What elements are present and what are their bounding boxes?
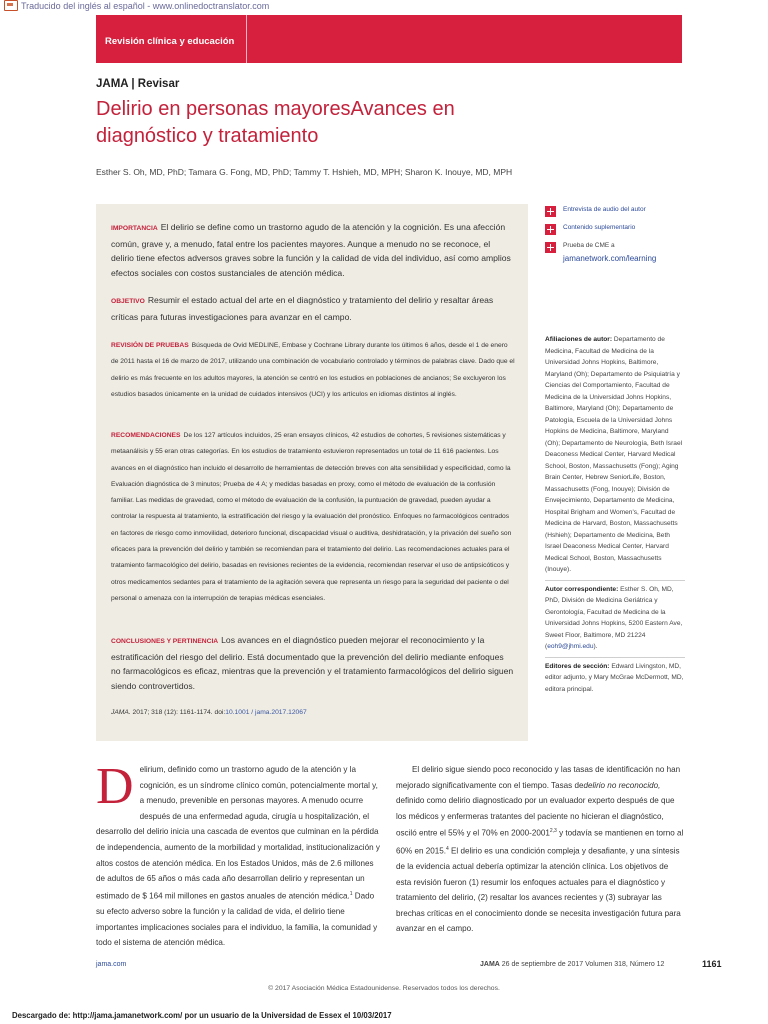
footer-issue-text: 26 de septiembre de 2017 Volumen 318, Número 12: [499, 961, 665, 968]
author-email-link[interactable]: eoh9@jhmi.edu: [547, 643, 594, 650]
affil-divider: [545, 580, 685, 581]
affil-divider: [545, 657, 685, 658]
side-links: [545, 205, 685, 270]
body-italic-term: delirio no reconocido,: [583, 780, 661, 790]
affiliations-block: [545, 334, 685, 576]
citation-text: 2017; 318 (12): 1161-1174. doi:: [130, 709, 226, 716]
conclusions-text: Los avances en el diagnóstico pueden mejorar el reconocimiento y la estratificación del riesgo del delirio. Está documentado que la prevención del delirio mediante enfoques no farmacológicos es eficaz, mientras que la prevención y el tratamiento farmacológicos del delirio siguen siendo controvertidos.: [111, 635, 514, 691]
side-link-cme-quiz[interactable]: [545, 241, 685, 264]
side-link-label[interactable]: Entrevista de audio del autor: [563, 206, 646, 213]
footer-journal: JAMA: [480, 961, 500, 968]
drop-cap: D: [96, 758, 134, 815]
cme-url-link[interactable]: jamanetwork.com/learning: [563, 254, 657, 263]
author-list: Esther S. Oh, MD, PhD; Tamara G. Fong, MD, PhD; Tammy T. Hshieh, MD, MPH; Sharon K. Inouye, MD, MPH: [96, 167, 513, 177]
affiliations-heading: Afiliaciones de autor:: [545, 336, 613, 343]
editors-text: Edward Livingston, MD, editor adjunto, y Mary McGrae McDermott, MD, editora principal.: [545, 662, 684, 693]
corresponding-end: ).: [593, 643, 598, 650]
body-column-1: [96, 758, 380, 951]
body-paragraph-2c: y todavía se mantienen en torno al 60% en 2015.: [396, 829, 684, 856]
abstract-evidence: [111, 338, 515, 403]
affiliations-text: Departamento de Medicina, Facultad de Medicina de la Universidad Johns Hopkins, Baltimore, Maryland (Oh); Departamento de Psiquiatría y Ciencias del Comportamiento, Facultad de Medicina de la Universidad Johns Hopkins, Baltimore, Maryland (Oh); Departamento de Patología, Escuela de la Universidad Johns Hopkins de Medicina, Baltimore, Maryland (Oh); Departamento de Neurología, Beth Israel Deaconess Medical Center, Harvard Medical School, Boston, Massachusetts (Fong); Aging Brain Center, Hebrew SeniorLife, Boston, Massachusetts (Fong, Inouye); División de Envejecimiento, Departamento de Medicina, Hospital Brigham and Women's, Facultad de Medicina de Harvard, Boston, Massachusetts (Hshieh); Departamento de Medicina, Beth Israel Deaconess Medical Center, Harvard Medical School, Boston, Massachusetts (Inouye).: [545, 336, 683, 573]
citation-journal: JAMA.: [111, 709, 131, 716]
banner-divider: [246, 15, 247, 63]
copyright-notice: © 2017 Asociación Médica Estadounidense. Reservados todos los derechos.: [268, 985, 500, 992]
footer-issue: [480, 961, 664, 968]
side-link-label: Prueba de CME a: [563, 242, 615, 249]
download-notice: Descargado de: http://jama.jamanetwork.com/ por un usuario de la Universidad de Essex el 10/03/2017: [12, 1011, 392, 1020]
abstract-importance: [111, 220, 515, 280]
evidence-heading: REVISIÓN DE PRUEBAS: [111, 342, 189, 349]
section-label: Revisión clínica y educación: [105, 36, 235, 47]
side-link-label[interactable]: Contenido suplementario: [563, 224, 636, 231]
editors-heading: Editores de sección:: [545, 662, 610, 670]
abstract-objective: [111, 293, 515, 324]
objective-text: Resumir el estado actual del arte en el diagnóstico y tratamiento del delirio y resaltar áreas críticas para futuras investigaciones para avanzar en el campo.: [111, 295, 494, 322]
plus-icon: [545, 224, 556, 235]
author-affiliations: [545, 334, 685, 695]
body-paragraph-2b: definido como delirio diagnosticado por un evaluador experto después de que los médicos y enfermeras tratantes del paciente no hicieran el diagnóstico, osciló entre el 55% y el 70% en 2000-2001: [396, 796, 675, 839]
citation-ref: 4: [445, 845, 449, 852]
citation-ref: 2,3: [549, 828, 557, 835]
section-banner: [96, 15, 682, 63]
side-link-supplemental[interactable]: [545, 223, 685, 235]
translator-link[interactable]: Traducido del inglés al español - www.onlinedoctranslator.com: [21, 0, 270, 11]
findings-text: De los 127 artículos incluidos, 25 eran ensayos clínicos, 42 estudios de cohortes, 5 revisiones sistemáticas y metaanálisis y 55 eran otras categorías. En los estudios de tratamiento estuvieron representados un total de 11 616 pacientes. Los avances en el diagnóstico han incluido el desarrollo de herramientas de detección breves con alta sensibilidad y especificidad, como la Evaluación diagnóstica de 3 minutos; Prueba de 4 A; y medidas basadas en proxy, como el método de evaluación de la confusión familiar. Las medidas de gravedad, como el método de evaluación de la confusión, la puntuación de gravedad, pueden ayudar a controlar la respuesta al tratamiento, la estratificación del riesgo y la evaluación del pronóstico. Enfoques no farmacológicos centrados en factores de riesgo como inmovilidad, deterioro funcional, discapacidad visual o auditiva, deshidratación, y la privación del sueño son eficaces para la prevención del delirio y también se recomiendan para el tratamiento del delirio. Las recomendaciones actuales para el tratamiento farmacológico del delirio, basadas en revisiones recientes de la evidencia, recomiendan reservar el uso de antipsicóticos y otros medicamentos sedantes para el tratamiento de la agitación severa que representa un riesgo para la seguridad del paciente o del personal o amenaza con la interrupción de terapias médicas esenciales.: [111, 432, 512, 602]
translate-icon: [4, 0, 18, 11]
abstract-citation: [111, 709, 515, 716]
article-title: Delirio en personas mayoresAvances en diagnóstico y tratamiento: [96, 98, 455, 147]
doi-link[interactable]: 10.1001 / jama.2017.12067: [225, 709, 307, 716]
conclusions-heading: CONCLUSIONES Y PERTINENCIA: [111, 638, 219, 645]
editors-block: [545, 661, 685, 696]
footer-site-link[interactable]: jama.com: [96, 961, 127, 968]
journal-label: JAMA | Revisar: [96, 78, 180, 90]
page-number: 1161: [702, 959, 722, 969]
corresponding-text: Esther S. Oh, MD, PhD, División de Medicina Geriátrica y Gerontología, Facultad de Medicina de la Universidad Johns Hopkins, 5200 Eastern Ave, Sweet Floor, Baltimore, MD 21224 (: [545, 585, 683, 650]
body-paragraph-1-end: Dado su efecto adverso sobre la función y la calidad de vida, el delirio tiene importantes implicaciones sociales para el individuo, la familia, la comunidad y todo el sistema de atención médica.: [96, 891, 378, 948]
abstract-conclusions: [111, 633, 515, 693]
plus-icon: [545, 206, 556, 217]
importance-text: El delirio se define como un trastorno agudo de la atención y la cognición. Es una afección común, grave y, a menudo, fatal entre los pacientes mayores. Aunque a menudo no se reconoce, el delirio tiene efectos adversos graves sobre la función y la calidad de vida del individuo, así como amplios efectos sociales con costos sustanciales de atención médica.: [111, 222, 511, 278]
plus-icon: [545, 242, 556, 253]
body-paragraph-1: elirium, definido como un trastorno agudo de la atención y la cognición, es un síndrome clínico común, potencialmente mortal y, a menudo, prevenible en personas mayores. A menudo ocurre después de una enfermedad aguda, cirugía u hospitalización, el desarrollo del delirio inicia una cascada de eventos que culminan en la pérdida de independencia, aumento de la morbilidad y mortalidad, institucionalización y altos costos de atención médica. En los Estados Unidos, más de 2.6 millones de adultos de 65 años o más cada año desarrollan delirio y representan un estimado de $ 164 mil millones en gastos anuales de atención médica.: [96, 765, 380, 901]
side-link-cme: [563, 241, 656, 264]
importance-heading: IMPORTANCIA: [111, 225, 158, 232]
abstract-box: [96, 204, 528, 741]
translator-bar[interactable]: [4, 0, 269, 11]
corresponding-heading: Autor correspondiente:: [545, 585, 619, 593]
corresponding-block: [545, 584, 685, 653]
evidence-text: Búsqueda de Ovid MEDLINE, Embase y Cochrane Library durante los últimos 6 años, desde el 1 de enero de 2011 hasta el 16 de marzo de 2017, utilizando una combinación de vocabulario controlado y términos de palabras clave. Dado que el delirio es más frecuente en los adultos mayores, la atención se centró en los estudios en poblaciones de ancianos; Se excluyeron los estudios basados únicamente en la unidad de cuidados intensivos (UCI) y los artículos en idiomas distintos al inglés.: [111, 342, 515, 398]
findings-heading: RECOMENDACIONES: [111, 432, 181, 439]
body-paragraph-2a: El delirio sigue siendo poco reconocido y las tasas de identificación no han mejorado significativamente con el tiempo. Tasas de: [396, 765, 681, 790]
abstract-findings: [111, 428, 515, 607]
body-column-2: [396, 762, 684, 937]
side-link-audio-interview[interactable]: [545, 205, 685, 217]
body-paragraph-2d: El delirio es una condición compleja y desafiante, y una síntesis de la evidencia actual debería optimizar la atención clínica. Los objetivos de esta revisión fueron (1) resumir los enfoques actuales para el diagnóstico y tratamiento del delirio, (2) resaltar los avances recientes y (3) subrayar las brechas críticas en el conocimiento donde se necesita investigación futura para avanzar en el campo.: [396, 846, 681, 934]
citation-ref: 1: [349, 890, 353, 897]
objective-heading: OBJETIVO: [111, 298, 145, 305]
